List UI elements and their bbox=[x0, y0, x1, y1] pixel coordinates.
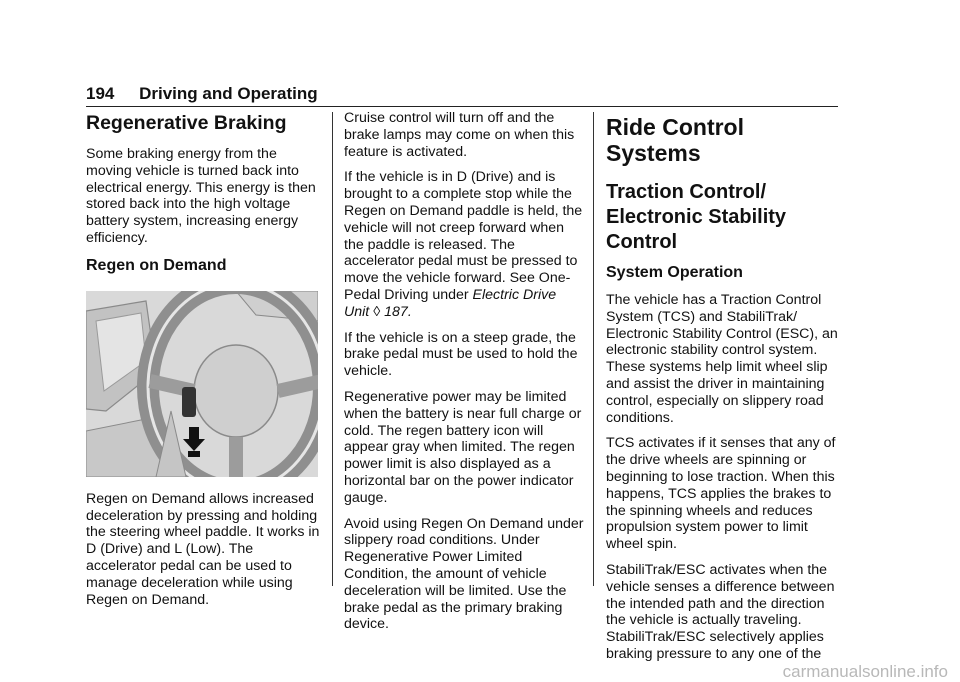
ride-control-title: Ride Control Systems bbox=[606, 114, 744, 166]
drive-stop-paragraph bbox=[344, 169, 584, 320]
steep-grade-paragraph: If the vehicle is on a steep grade, the brake pedal must be used to hold the vehicle. bbox=[344, 329, 578, 380]
page-ref-number[interactable]: 187. bbox=[380, 303, 412, 320]
one-pedal-reference[interactable]: One-Pedal Driving under bbox=[344, 270, 571, 303]
header-rule bbox=[86, 106, 838, 107]
cruise-paragraph: Cruise control will turn off and the brake lamps may come on when this feature is activated. bbox=[344, 110, 575, 160]
page-ref-icon: ◊ bbox=[373, 303, 381, 320]
page-number: 194 bbox=[86, 84, 115, 103]
column-divider-1 bbox=[332, 112, 333, 586]
subsection-title: Regen on Demand bbox=[86, 256, 227, 274]
chapter-title: Driving and Operating bbox=[139, 84, 318, 103]
column-divider-2 bbox=[593, 112, 594, 586]
drive-stop-text: If the vehicle is in D (Drive) and is brought to a complete stop while the Regen on Demand paddle is held, the vehicle will not creep forward when the paddle is released. The accelerator pedal must be pressed to move the vehicle forward. See bbox=[344, 169, 583, 287]
section-title: Regenerative Braking bbox=[86, 112, 287, 134]
slippery-paragraph: Avoid using Regen On Demand under slippery road conditions. Under Regenerative Power Limited Condition, the amount of vehicle deceleration will be limited. Use the brake pedal as the primary braking device. bbox=[344, 515, 584, 633]
traction-title-line-2: Electronic Stability bbox=[606, 206, 787, 228]
electric-drive-unit-link[interactable]: Electric Drive Unit bbox=[344, 286, 557, 320]
column-right bbox=[606, 110, 840, 672]
intro-paragraph: Some braking energy from the moving vehicle is turned back into electrical energy. This energy is then stored back into the high voltage battery system, increasing energy efficiency. bbox=[86, 146, 316, 246]
traction-control-title bbox=[606, 180, 840, 255]
steering-wheel-illustration bbox=[86, 291, 318, 477]
regen-body-paragraph: Regen on Demand allows increased deceleration by pressing and holding the steering wheel paddle. It works in D (Drive) and L (Low). The accelerator pedal can be used to manage deceleration while using Regen on Demand. bbox=[86, 490, 320, 608]
watermark: carmanualsonline.info bbox=[0, 662, 960, 678]
column-left bbox=[86, 110, 322, 617]
tcs-activation-paragraph: TCS activates if it senses that any of the drive wheels are spinning or beginning to lose traction. When this happens, TCS applies the brakes to the spinning wheels and reduces propulsion system power to limit wheel spin. bbox=[606, 435, 836, 553]
column-middle bbox=[344, 110, 584, 642]
traction-title-line-1: Traction Control/ bbox=[606, 181, 766, 203]
tcs-esc-paragraph: The vehicle has a Traction Control System (TCS) and StabiliTrak/ Electronic Stability Control (ESC), an electronic stability control system. These systems help limit wheel slip and assist the driver in maintaining control, especially on slippery road conditions. bbox=[606, 292, 838, 426]
regen-limit-paragraph: Regenerative power may be limited when the battery is near full charge or cold. The regen battery icon will appear gray when limited. The regen power limit is also displayed as a horizontal bar on the power indicator gauge. bbox=[344, 388, 582, 506]
traction-title-line-3: Control bbox=[606, 231, 678, 253]
esc-activation-paragraph: StabiliTrak/ESC activates when the vehicle senses a difference between the intended path and the direction the vehicle is actually traveling. StabiliTrak/ESC selectively applies braking pressure to any one of the bbox=[606, 561, 835, 662]
system-operation-heading: System Operation bbox=[606, 264, 743, 281]
page-header bbox=[86, 84, 838, 104]
